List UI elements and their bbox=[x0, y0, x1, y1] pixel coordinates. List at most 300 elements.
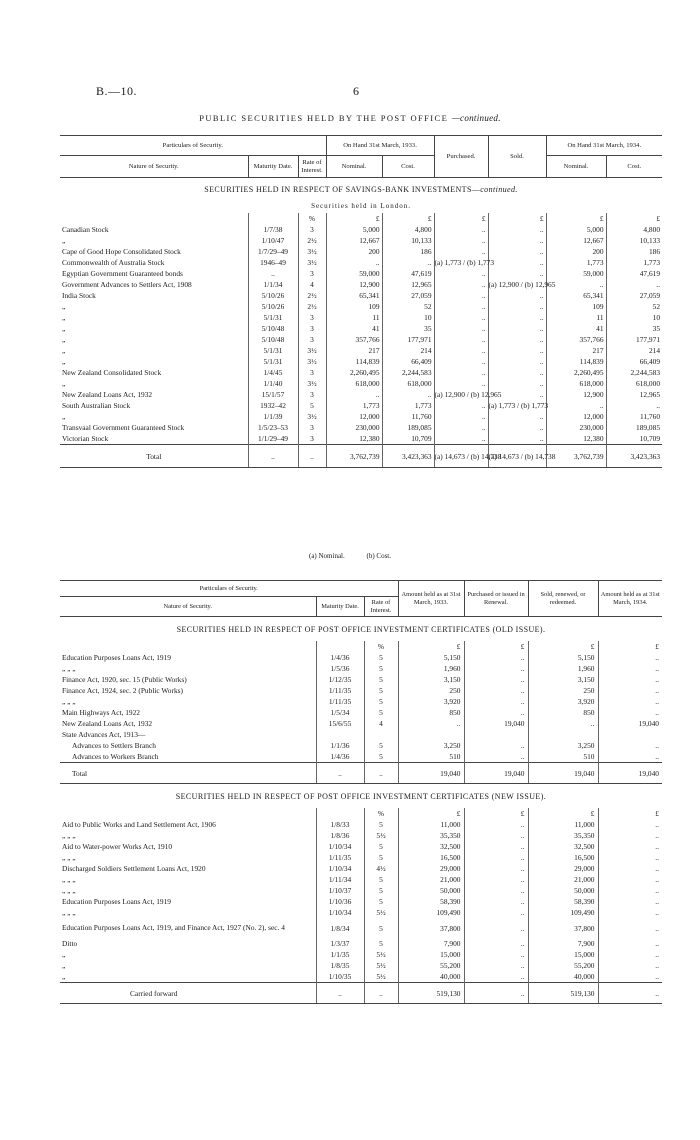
value-cell: 250 bbox=[398, 685, 464, 696]
value-cell: 27,059 bbox=[382, 290, 434, 301]
value-cell: 35 bbox=[606, 323, 662, 334]
unit-percent: % bbox=[298, 213, 326, 224]
value-cell: 5 bbox=[364, 938, 398, 949]
security-name-cell: Advances to Workers Branch bbox=[72, 752, 159, 761]
value-cell: 1,773 bbox=[606, 257, 662, 268]
value-cell: 114,839 bbox=[546, 356, 606, 367]
security-name-cell: Canadian Stock bbox=[62, 225, 109, 234]
header-particulars: Particulars of Security. bbox=[60, 581, 398, 597]
total-cell: 3,762,739 bbox=[326, 445, 382, 468]
section-heading-text: SECURITIES HELD IN RESPECT OF SAVINGS-BANK INVESTMENTS— bbox=[204, 184, 481, 194]
value-cell: 5 bbox=[364, 663, 398, 674]
value-cell: 10,133 bbox=[382, 235, 434, 246]
value-cell: .. bbox=[464, 674, 528, 685]
value-cell: 618,000 bbox=[326, 378, 382, 389]
security-name-cell: „ bbox=[62, 961, 66, 970]
security-row bbox=[60, 345, 662, 356]
value-cell: (a) 12,900 / (b) 12,965 bbox=[488, 280, 556, 289]
certificate-row bbox=[60, 830, 662, 841]
value-cell: .. bbox=[464, 830, 528, 841]
header-purchased: Purchased. bbox=[434, 136, 488, 178]
value-cell: .. bbox=[464, 707, 528, 718]
total-cell: (a) 14,673 / (b) 14,738 bbox=[488, 445, 546, 468]
value-cell: 5 bbox=[364, 751, 398, 763]
security-name-cell: „ „ „ bbox=[62, 664, 76, 673]
investment-certificates-table bbox=[60, 580, 662, 1004]
value-cell: 4,800 bbox=[382, 224, 434, 235]
security-row bbox=[60, 356, 662, 367]
security-name-cell: Ditto bbox=[62, 939, 78, 948]
value-cell: 65,341 bbox=[546, 290, 606, 301]
header-maturity: Maturity Date. bbox=[248, 156, 298, 178]
value-cell: 37,800 bbox=[398, 918, 464, 938]
value-cell: .. bbox=[248, 268, 298, 279]
value-cell: 11,760 bbox=[606, 411, 662, 422]
units-row bbox=[60, 213, 662, 224]
value-cell: 3 bbox=[298, 389, 326, 400]
value-cell: 29,000 bbox=[528, 863, 598, 874]
value-cell: .. bbox=[464, 918, 528, 938]
security-name-cell: Aid to Water-power Works Act, 1910 bbox=[62, 842, 173, 851]
value-cell: .. bbox=[434, 323, 488, 334]
value-cell: 1/8/35 bbox=[316, 960, 364, 971]
value-cell: .. bbox=[398, 718, 464, 729]
unit-pound: £ bbox=[464, 641, 528, 652]
certificate-row bbox=[60, 819, 662, 830]
value-cell: .. bbox=[434, 290, 488, 301]
value-cell: 50,000 bbox=[528, 885, 598, 896]
value-cell: .. bbox=[598, 751, 662, 763]
value-cell: 1/10/47 bbox=[248, 235, 298, 246]
section-heading-old-issue: SECURITIES HELD IN RESPECT OF POST OFFICE INVESTMENT CERTIFICATES (OLD ISSUE). bbox=[176, 624, 546, 634]
carried-cell: .. bbox=[464, 983, 528, 1004]
value-cell: 12,900 bbox=[546, 389, 606, 400]
value-cell: 1/7/38 bbox=[248, 224, 298, 235]
value-cell: .. bbox=[382, 257, 434, 268]
page-number: 6 bbox=[353, 84, 359, 98]
value-cell: 510 bbox=[528, 751, 598, 763]
value-cell: 19,040 bbox=[598, 718, 662, 729]
value-cell: .. bbox=[434, 279, 488, 290]
security-row bbox=[60, 422, 662, 433]
value-cell: 1/10/36 bbox=[316, 896, 364, 907]
value-cell: .. bbox=[606, 400, 662, 411]
security-row bbox=[60, 389, 662, 400]
value-cell: 5 bbox=[364, 707, 398, 718]
section-heading-continued: continued. bbox=[480, 184, 518, 194]
value-cell: 5 bbox=[364, 674, 398, 685]
subsection-heading-london: Securities held in London. bbox=[311, 202, 411, 210]
value-cell: 214 bbox=[606, 345, 662, 356]
value-cell: 3½ bbox=[298, 411, 326, 422]
carried-cell: 519,130 bbox=[528, 983, 598, 1004]
value-cell: 217 bbox=[546, 345, 606, 356]
security-name-cell: „ bbox=[62, 313, 66, 322]
value-cell: .. bbox=[598, 863, 662, 874]
page-title-main: PUBLIC SECURITIES HELD BY THE POST OFFICE bbox=[199, 113, 449, 123]
value-cell: 2½ bbox=[298, 235, 326, 246]
value-cell: 109,490 bbox=[528, 907, 598, 918]
value-cell: .. bbox=[464, 971, 528, 983]
security-name-cell: Government Advances to Settlers Act, 1908 bbox=[62, 280, 192, 289]
value-cell: 1/1/34 bbox=[248, 279, 298, 290]
value-cell: 1932–42 bbox=[248, 400, 298, 411]
certificate-row bbox=[60, 652, 662, 663]
value-cell: .. bbox=[488, 312, 546, 323]
value-cell: 3,150 bbox=[528, 674, 598, 685]
section-heading-savings-bank bbox=[60, 178, 662, 201]
value-cell: .. bbox=[464, 896, 528, 907]
unit-pound: £ bbox=[598, 808, 662, 819]
value-cell: .. bbox=[464, 685, 528, 696]
page-title-continued: —continued. bbox=[451, 113, 501, 123]
security-name-cell: India Stock bbox=[62, 291, 96, 300]
value-cell: 618,000 bbox=[606, 378, 662, 389]
value-cell: 5 bbox=[364, 740, 398, 751]
total-label: Total bbox=[60, 445, 248, 468]
value-cell: 3,150 bbox=[398, 674, 464, 685]
value-cell: .. bbox=[464, 663, 528, 674]
value-cell: 1/11/35 bbox=[316, 696, 364, 707]
certificate-row bbox=[60, 696, 662, 707]
value-cell: 3 bbox=[298, 323, 326, 334]
value-cell: .. bbox=[598, 907, 662, 918]
total-label: Total bbox=[60, 763, 316, 784]
value-cell: .. bbox=[598, 896, 662, 907]
header-nature: Nature of Security. bbox=[60, 156, 248, 178]
value-cell: 1/7/29–49 bbox=[248, 246, 298, 257]
footnote-b: (b) Cost. bbox=[366, 552, 391, 560]
value-cell: 5/10/26 bbox=[248, 290, 298, 301]
value-cell: .. bbox=[464, 740, 528, 751]
value-cell: .. bbox=[528, 718, 598, 729]
value-cell: 186 bbox=[382, 246, 434, 257]
value-cell: .. bbox=[434, 433, 488, 445]
value-cell: .. bbox=[434, 268, 488, 279]
value-cell: 58,390 bbox=[528, 896, 598, 907]
value-cell: 19,040 bbox=[464, 718, 528, 729]
carried-forward-label: Carried forward bbox=[60, 983, 316, 1004]
security-row bbox=[60, 257, 662, 268]
value-cell: 15/6/55 bbox=[316, 718, 364, 729]
total-cell: 19,040 bbox=[398, 763, 464, 784]
value-cell: 32,500 bbox=[398, 841, 464, 852]
value-cell: 3½ bbox=[298, 356, 326, 367]
header-purchased-renewal: Purchased or issued in Renewal. bbox=[464, 581, 528, 617]
certificate-row bbox=[60, 907, 662, 918]
carried-forward-row bbox=[60, 983, 662, 1004]
value-cell: 40,000 bbox=[528, 971, 598, 983]
value-cell: 1/5/23–53 bbox=[248, 422, 298, 433]
value-cell: 5,000 bbox=[326, 224, 382, 235]
value-cell: .. bbox=[598, 707, 662, 718]
value-cell: 12,000 bbox=[546, 411, 606, 422]
value-cell: 1/8/34 bbox=[316, 918, 364, 938]
value-cell: 5 bbox=[364, 896, 398, 907]
value-cell: 47,619 bbox=[606, 268, 662, 279]
value-cell: .. bbox=[434, 345, 488, 356]
value-cell: 177,971 bbox=[382, 334, 434, 345]
value-cell: .. bbox=[434, 400, 488, 411]
value-cell: 5 bbox=[364, 918, 398, 938]
value-cell: 357,766 bbox=[326, 334, 382, 345]
value-cell: 510 bbox=[398, 751, 464, 763]
value-cell: .. bbox=[382, 389, 434, 400]
value-cell: .. bbox=[598, 696, 662, 707]
value-cell: .. bbox=[598, 918, 662, 938]
value-cell: 1/4/36 bbox=[316, 652, 364, 663]
savings-bank-securities-table bbox=[60, 135, 662, 468]
value-cell: 12,380 bbox=[546, 433, 606, 445]
value-cell: .. bbox=[598, 971, 662, 983]
value-cell: .. bbox=[464, 819, 528, 830]
value-cell: .. bbox=[464, 907, 528, 918]
value-cell: 10,133 bbox=[606, 235, 662, 246]
security-row bbox=[60, 400, 662, 411]
value-cell: 11 bbox=[546, 312, 606, 323]
value-cell: 1/4/36 bbox=[316, 751, 364, 763]
value-cell: .. bbox=[488, 367, 546, 378]
security-row bbox=[60, 367, 662, 378]
value-cell: 59,000 bbox=[546, 268, 606, 279]
certificate-row bbox=[60, 918, 662, 938]
value-cell: 230,000 bbox=[546, 422, 606, 433]
value-cell: 1/10/34 bbox=[316, 907, 364, 918]
value-cell: 5,150 bbox=[528, 652, 598, 663]
security-name-cell: Aid to Public Works and Land Settlement Act, 1906 bbox=[62, 820, 216, 829]
value-cell: .. bbox=[434, 411, 488, 422]
value-cell: 3 bbox=[298, 312, 326, 323]
value-cell: (a) 1,773 / (b) 1,773 bbox=[434, 258, 495, 267]
value-cell: 3½ bbox=[298, 345, 326, 356]
header-cost-1933: Cost. bbox=[382, 156, 434, 178]
security-name-cell: „ bbox=[62, 357, 66, 366]
carried-cell: .. bbox=[364, 983, 398, 1004]
units-row bbox=[60, 808, 662, 819]
value-cell: .. bbox=[546, 279, 606, 290]
security-name-cell: „ bbox=[62, 346, 66, 355]
value-cell: 7,900 bbox=[398, 938, 464, 949]
header-nominal-1934: Nominal. bbox=[546, 156, 606, 178]
unit-pound: £ bbox=[528, 641, 598, 652]
security-row bbox=[60, 323, 662, 334]
security-row bbox=[60, 334, 662, 345]
value-cell: 109,490 bbox=[398, 907, 464, 918]
value-cell: .. bbox=[434, 224, 488, 235]
value-cell: 1,960 bbox=[528, 663, 598, 674]
value-cell: 618,000 bbox=[382, 378, 434, 389]
value-cell: 10,709 bbox=[382, 433, 434, 445]
value-cell: 40,000 bbox=[398, 971, 464, 983]
security-name-cell: Transvaal Government Guaranteed Stock bbox=[62, 423, 185, 432]
value-cell: 35,350 bbox=[398, 830, 464, 841]
value-cell: 5 bbox=[364, 652, 398, 663]
value-cell: 35 bbox=[382, 323, 434, 334]
header-maturity: Maturity Date. bbox=[316, 597, 364, 617]
value-cell: 1/1/40 bbox=[248, 378, 298, 389]
value-cell: 5 bbox=[364, 885, 398, 896]
value-cell: (a) 1,773 / (b) 1,773 bbox=[488, 401, 549, 410]
total-cell: 19,040 bbox=[464, 763, 528, 784]
value-cell: 2½ bbox=[298, 290, 326, 301]
value-cell: 230,000 bbox=[326, 422, 382, 433]
certificate-row bbox=[60, 674, 662, 685]
value-cell: .. bbox=[434, 378, 488, 389]
value-cell: 59,000 bbox=[326, 268, 382, 279]
value-cell: .. bbox=[464, 874, 528, 885]
unit-pound: £ bbox=[464, 808, 528, 819]
value-cell: .. bbox=[598, 874, 662, 885]
value-cell: 1,773 bbox=[326, 400, 382, 411]
certificate-row bbox=[60, 885, 662, 896]
value-cell: 55,200 bbox=[398, 960, 464, 971]
value-cell: 1/8/33 bbox=[316, 819, 364, 830]
value-cell: 15/1/57 bbox=[248, 389, 298, 400]
value-cell: 109 bbox=[326, 301, 382, 312]
value-cell: 7,900 bbox=[528, 938, 598, 949]
security-name-cell: New Zealand Consolidated Stock bbox=[62, 368, 162, 377]
value-cell: 41 bbox=[326, 323, 382, 334]
section-heading-new-issue: SECURITIES HELD IN RESPECT OF POST OFFICE INVESTMENT CERTIFICATES (NEW ISSUE). bbox=[175, 791, 547, 801]
security-name-cell: „ bbox=[62, 950, 66, 959]
value-cell: 3½ bbox=[298, 378, 326, 389]
value-cell: 189,085 bbox=[606, 422, 662, 433]
value-cell: 15,000 bbox=[398, 949, 464, 960]
total-cell: 19,040 bbox=[528, 763, 598, 784]
value-cell: 5 bbox=[298, 400, 326, 411]
report-reference: B.—10. bbox=[96, 84, 138, 98]
value-cell: 3,920 bbox=[398, 696, 464, 707]
value-cell: 250 bbox=[528, 685, 598, 696]
value-cell: .. bbox=[488, 389, 546, 400]
total-cell: 3,762,739 bbox=[546, 445, 606, 468]
total-cell: .. bbox=[298, 445, 326, 468]
security-name-cell: „ „ „ bbox=[62, 697, 76, 706]
value-cell: 2,260,495 bbox=[546, 367, 606, 378]
security-name-cell: Education Purposes Loans Act, 1919, and Finance Act, 1927 (No. 2), sec. 4 bbox=[62, 923, 285, 932]
value-cell: 4 bbox=[298, 279, 326, 290]
security-row bbox=[60, 268, 662, 279]
value-cell: 1/1/39 bbox=[248, 411, 298, 422]
value-cell: 10 bbox=[606, 312, 662, 323]
header-rate: Rate of Interest. bbox=[298, 156, 326, 178]
value-cell: .. bbox=[488, 345, 546, 356]
security-row bbox=[60, 411, 662, 422]
value-cell: 37,800 bbox=[528, 918, 598, 938]
header-sold-redeemed: Sold, renewed, or redeemed. bbox=[528, 581, 598, 617]
value-cell: 10 bbox=[382, 312, 434, 323]
value-cell: 114,839 bbox=[326, 356, 382, 367]
unit-percent: % bbox=[364, 808, 398, 819]
value-cell: 12,667 bbox=[546, 235, 606, 246]
value-cell: 21,000 bbox=[528, 874, 598, 885]
security-name-cell: „ bbox=[62, 302, 66, 311]
value-cell: 217 bbox=[326, 345, 382, 356]
units-row bbox=[60, 641, 662, 652]
certificate-row bbox=[60, 896, 662, 907]
value-cell: .. bbox=[598, 740, 662, 751]
value-cell: .. bbox=[546, 400, 606, 411]
security-name-cell: Main Highways Act, 1922 bbox=[62, 708, 141, 717]
value-cell: .. bbox=[434, 422, 488, 433]
security-row bbox=[60, 433, 662, 445]
value-cell: 3,250 bbox=[398, 740, 464, 751]
value-cell: .. bbox=[488, 301, 546, 312]
value-cell: 3 bbox=[298, 422, 326, 433]
value-cell: 10,709 bbox=[606, 433, 662, 445]
value-cell: 12,667 bbox=[326, 235, 382, 246]
value-cell: 200 bbox=[546, 246, 606, 257]
value-cell: 5,150 bbox=[398, 652, 464, 663]
value-cell: .. bbox=[598, 830, 662, 841]
value-cell: 65,341 bbox=[326, 290, 382, 301]
value-cell: .. bbox=[488, 257, 546, 268]
security-row bbox=[60, 235, 662, 246]
value-cell: .. bbox=[598, 852, 662, 863]
value-cell: 5/10/48 bbox=[248, 334, 298, 345]
total-cell: (a) 14,673 / (b) 14,738 bbox=[434, 445, 488, 468]
value-cell: 1/5/34 bbox=[316, 707, 364, 718]
value-cell: 1,773 bbox=[382, 400, 434, 411]
security-row bbox=[60, 279, 662, 290]
value-cell: 35,350 bbox=[528, 830, 598, 841]
value-cell: 11,760 bbox=[382, 411, 434, 422]
certificate-row bbox=[60, 718, 662, 729]
security-name-cell: „ bbox=[62, 972, 66, 981]
value-cell: 1/12/35 bbox=[316, 674, 364, 685]
value-cell: 3½ bbox=[298, 257, 326, 268]
carried-cell: .. bbox=[316, 983, 364, 1004]
value-cell: 1/1/29–49 bbox=[248, 433, 298, 445]
value-cell: 5/1/31 bbox=[248, 356, 298, 367]
security-name-cell: „ „ „ bbox=[62, 886, 76, 895]
value-cell: 5½ bbox=[364, 907, 398, 918]
certificate-row bbox=[60, 751, 662, 763]
unit-pound: £ bbox=[488, 213, 546, 224]
value-cell: .. bbox=[326, 257, 382, 268]
value-cell: .. bbox=[434, 301, 488, 312]
value-cell: 50,000 bbox=[398, 885, 464, 896]
value-cell: 52 bbox=[382, 301, 434, 312]
value-cell: 16,500 bbox=[398, 852, 464, 863]
value-cell: (a) 12,900 / (b) 12,965 bbox=[434, 390, 502, 399]
security-name-cell: „ „ „ bbox=[62, 853, 76, 862]
value-cell bbox=[398, 729, 464, 740]
total-row-old-issue bbox=[60, 763, 662, 784]
value-cell: 4½ bbox=[364, 863, 398, 874]
total-cell: .. bbox=[364, 763, 398, 784]
value-cell: 3 bbox=[298, 433, 326, 445]
value-cell: 29,000 bbox=[398, 863, 464, 874]
value-cell: 850 bbox=[528, 707, 598, 718]
value-cell: .. bbox=[434, 356, 488, 367]
header-rate: Rate of Interest. bbox=[364, 597, 398, 617]
security-row bbox=[60, 312, 662, 323]
value-cell bbox=[364, 729, 398, 740]
value-cell: 12,965 bbox=[606, 389, 662, 400]
value-cell: 12,000 bbox=[326, 411, 382, 422]
value-cell: .. bbox=[488, 334, 546, 345]
total-cell: 3,423,363 bbox=[382, 445, 434, 468]
value-cell: 11,000 bbox=[398, 819, 464, 830]
value-cell: 3,250 bbox=[528, 740, 598, 751]
security-name-cell: Finance Act, 1920, sec. 15 (Public Works) bbox=[62, 675, 187, 684]
certificate-row bbox=[60, 740, 662, 751]
value-cell: .. bbox=[488, 378, 546, 389]
value-cell: 1/11/35 bbox=[316, 685, 364, 696]
value-cell: 5½ bbox=[364, 830, 398, 841]
value-cell: .. bbox=[598, 938, 662, 949]
